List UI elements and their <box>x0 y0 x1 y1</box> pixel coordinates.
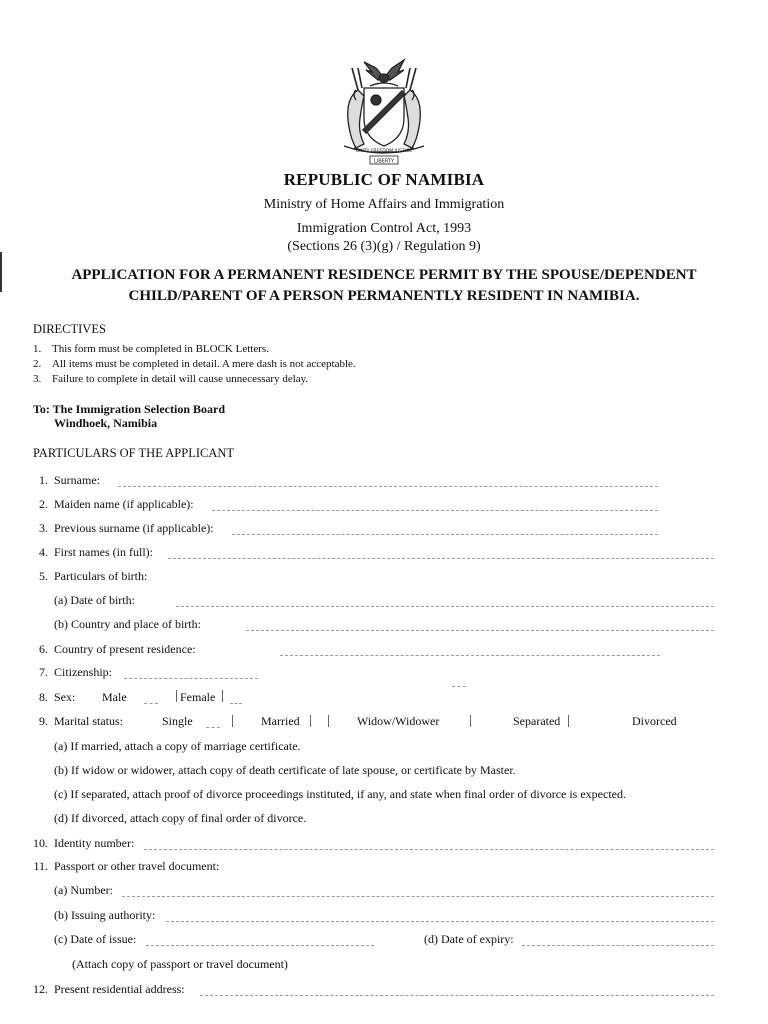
identity-number-label: Identity number: <box>54 836 135 850</box>
item-number-8: 8. <box>39 690 48 704</box>
surname-field[interactable] <box>118 486 658 487</box>
birth-particulars-label: Particulars of birth: <box>54 569 148 583</box>
directive-num-1: 1. <box>33 343 42 355</box>
directive-text-1: This form must be completed in BLOCK Letters. <box>52 343 269 355</box>
crest-scroll-text: UNITY FREEDOM JUSTICE <box>355 149 413 154</box>
passport-number-field[interactable] <box>122 896 714 897</box>
stray-mark <box>452 686 466 687</box>
form-title-line2: CHILD/PARENT OF A PERSON PERMANENTLY RESIDENT IN NAMIBIA. <box>128 288 640 304</box>
previous-surname-label: Previous surname (if applicable): <box>54 521 214 535</box>
marital-option-single[interactable]: Single <box>162 714 193 728</box>
residential-address-field[interactable] <box>200 995 714 996</box>
residential-address-label: Present residential address: <box>54 982 185 996</box>
issue-date-field[interactable] <box>146 945 374 946</box>
addressee-line2: Windhoek, Namibia <box>54 416 158 430</box>
act-reference: Immigration Control Act, 1993 <box>296 221 472 236</box>
checkbox-divider <box>470 715 471 727</box>
checkbox-divider <box>222 690 223 702</box>
coat-of-arms-emblem <box>328 48 440 166</box>
checkbox-divider <box>568 715 569 727</box>
addressee-line1: To: The Immigration Selection Board <box>33 402 226 416</box>
crest-motto: LIBERTY <box>373 158 395 165</box>
item-number-6: 6. <box>39 642 48 656</box>
passport-label: Passport or other travel document: <box>54 859 220 873</box>
item-number-9: 9. <box>39 714 48 728</box>
item-number-2: 2. <box>39 497 48 511</box>
directive-text-2: All items must be completed in detail. A mere dash is not acceptable. <box>52 358 356 370</box>
first-names-field[interactable] <box>168 558 714 559</box>
surname-label: Surname: <box>54 473 100 487</box>
expiry-date-field[interactable] <box>522 945 714 946</box>
previous-surname-field[interactable] <box>232 534 658 535</box>
citizenship-field[interactable] <box>124 678 258 679</box>
residence-label: Country of present residence: <box>54 642 196 656</box>
sex-option-male[interactable]: Male <box>102 690 127 704</box>
item-number-5: 5. <box>39 569 48 583</box>
sex-option-female[interactable]: Female <box>180 690 216 704</box>
birth-date-field[interactable] <box>176 606 714 607</box>
issuing-authority-label: (b) Issuing authority: <box>54 908 156 922</box>
particulars-heading: PARTICULARS OF THE APPLICANT <box>33 446 235 460</box>
birth-date-label: (a) Date of birth: <box>54 593 135 607</box>
expiry-date-label: (d) Date of expiry: <box>424 932 514 946</box>
checkbox-divider <box>328 715 329 727</box>
marital-note-married: (a) If married, attach a copy of marriage certificate. <box>54 739 301 753</box>
marital-option-separated[interactable]: Separated <box>513 714 561 728</box>
marital-status-label: Marital status: <box>54 714 123 728</box>
maiden-name-label: Maiden name (if applicable): <box>54 497 194 511</box>
marital-option-widow[interactable]: Widow/Widower <box>357 714 440 728</box>
checkbox-divider <box>176 690 177 702</box>
directive-num-2: 2. <box>33 358 42 370</box>
directive-num-3: 3. <box>33 373 42 385</box>
item-number-3: 3. <box>39 521 48 535</box>
residence-field[interactable] <box>280 655 660 656</box>
sex-label: Sex: <box>54 690 76 704</box>
item-number-12: 12. <box>33 982 48 996</box>
identity-number-field[interactable] <box>144 849 714 850</box>
ministry-name: Ministry of Home Affairs and Immigration <box>263 197 505 212</box>
female-checkbox[interactable] <box>230 703 242 704</box>
country-heading: REPUBLIC OF NAMIBIA <box>283 170 485 189</box>
item-number-11: 11. <box>33 859 48 873</box>
item-number-10: 10. <box>33 836 48 850</box>
form-title-line1: APPLICATION FOR A PERMANENT RESIDENCE PERMIT BY THE SPOUSE/DEPENDENT <box>71 267 697 283</box>
citizenship-label: Citizenship: <box>54 665 112 679</box>
marital-note-separated: (c) If separated, attach proof of divorce proceedings instituted, if any, and state when final order of divorce is expected. <box>54 787 626 801</box>
checkbox-divider <box>232 715 233 727</box>
passport-number-label: (a) Number: <box>54 883 113 897</box>
birth-place-label: (b) Country and place of birth: <box>54 617 201 631</box>
marital-option-divorced[interactable]: Divorced <box>632 714 677 728</box>
first-names-label: First names (in full): <box>54 545 153 559</box>
marital-note-widow: (b) If widow or widower, attach copy of death certificate of late spouse, or certificate by Master. <box>54 763 516 777</box>
issuing-authority-field[interactable] <box>166 921 714 922</box>
sections-reference: (Sections 26 (3)(g) / Regulation 9) <box>287 239 481 254</box>
item-number-4: 4. <box>39 545 48 559</box>
issue-date-label: (c) Date of issue: <box>54 932 137 946</box>
marital-note-divorced: (d) If divorced, attach copy of final order of divorce. <box>54 811 307 825</box>
directives-heading: DIRECTIVES <box>33 322 106 336</box>
maiden-name-field[interactable] <box>212 510 658 511</box>
male-checkbox[interactable] <box>144 703 158 704</box>
marital-option-married[interactable]: Married <box>261 714 300 728</box>
single-checkbox[interactable] <box>206 727 220 728</box>
checkbox-divider <box>310 715 311 727</box>
directive-text-3: Failure to complete in detail will cause unnecessary delay. <box>52 373 309 385</box>
item-number-7: 7. <box>39 665 48 679</box>
birth-place-field[interactable] <box>246 630 714 631</box>
item-number-1: 1. <box>39 473 48 487</box>
passport-copy-note: (Attach copy of passport or travel document) <box>72 957 288 971</box>
